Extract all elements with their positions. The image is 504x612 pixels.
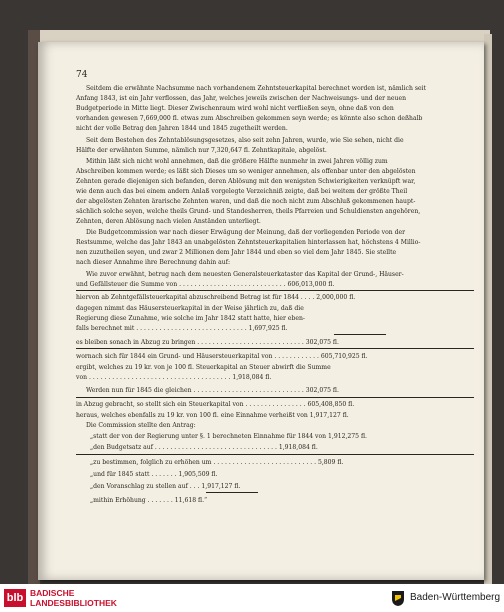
text-line: Budgetperiode in Mitte liegt. Dieser Zwischenraum wird wohl nicht verfließen seyn, ohne daß von den	[76, 105, 394, 112]
text-line: dagegen nimmt das Häusersteuerkapital in der Weise jährlich zu, daß die	[76, 305, 304, 312]
rule	[334, 334, 386, 335]
page-edge-right	[484, 34, 492, 590]
text-line: „den Voranschlag zu stellen auf . . . 1,917,127 fl.	[90, 483, 241, 490]
text-line: Abschreiben kommen werde; es läßt sich Dieses um so weniger annehmen, als offenbar unter den abgelösten	[76, 168, 416, 175]
text-line: nach dieser Annahme ihre Berechnung dahin auf:	[76, 259, 231, 266]
text-line: nicht der volle Betrag den Jahren 1844 und 1845 zugetheilt werden.	[76, 125, 288, 132]
text-line: Seit dem Bestehen des Zehntablösungsgesetzes, also seit zehn Jahren, wurde, wie Sie sehen, nicht die	[86, 137, 404, 144]
text-line: „mithin Erhöhung . . . . . . . 11,618 fl.“	[90, 497, 208, 504]
page-edge-top	[40, 30, 490, 42]
text-line: „zu bestimmen, folglich zu erhöhen um . . . . . . . . . . . . . . . . . . . . . . . . . . . 5,809 fl.	[90, 459, 344, 466]
text-line: in Abzug gebracht, so stellt sich ein Steuerkapital von . . . . . . . . . . . . . . . . 605,408,850 fl.	[76, 401, 355, 408]
text-line: Mithin läßt sich nicht wohl annehmen, daß die größere Hälfte nunmehr in zwei Jahren völlig zum	[86, 158, 388, 165]
page-number: 74	[76, 70, 88, 80]
bw-wordmark[interactable]: Baden-Württemberg	[410, 592, 501, 603]
text-line: und Gefällsteuer die Summe von . . . . . . . . . . . . . . . . . . . . . . . . . . . . 606,013,000 fl.	[76, 281, 335, 288]
blb-line2: LANDESBIBLIOTHEK	[30, 598, 117, 608]
text-line: vorhanden gewesen 7,669,000 fl. etwas zum Abschreiben gekommen seyn werde; es könnte also schon deßhalb	[76, 115, 423, 122]
text-line: falls berechnet mit . . . . . . . . . . . . . . . . . . . . . . . . . . . . . 1,697,925 fl.	[76, 325, 288, 332]
text-line: ergibt, welches zu 19 kr. von je 100 fl. Steuerkapital an Steuer abwirft die Summe	[76, 364, 331, 371]
text-line: Die Budgetcommission war nach dieser Erwägung der Meinung, daß der vorliegenden Periode von der	[86, 229, 406, 236]
text-line: hiervon ab Zehntgefällsteuerkapital abzuschreibend Betrag ist für 1844 . . . . 2,000,000 fl.	[76, 294, 356, 301]
text-line: wornach sich für 1844 ein Grund- und Häusersteuerkapital von . . . . . . . . . . . . 605,710,925 fl.	[76, 353, 368, 360]
text-line: Die Commission stellte den Antrag:	[86, 422, 196, 429]
blb-line1: BADISCHE	[30, 588, 75, 598]
rule	[76, 397, 474, 398]
rule	[76, 454, 474, 455]
text-line: „und für 1845 statt . . . . . . . 1,905,509 fl.	[90, 471, 218, 478]
text-line: sächlich solche seyen, welche theils Grund- und Standesherren, theils Pfarreien und Schuldiensten angehören,	[76, 208, 421, 215]
rule	[206, 492, 258, 493]
text-line: von . . . . . . . . . . . . . . . . . . . . . . . . . . . . . . . . . . . . . 1,918,084 fl.	[76, 374, 272, 381]
text-line: Hälfte der erwähnten Summe, nämlich nur 7,320,647 fl. Zehntkapitale, abgelöst.	[76, 147, 327, 154]
text-line: Zehnten, deren Ablösung nach vielen Anständen unterliegt.	[76, 218, 261, 225]
text-line: Restsumme, welche das Jahr 1843 an unabgelösten Zehntsteuerkapitalien hinterlassen hat, höchstens 4 Millio-	[76, 239, 421, 246]
text-line: Regierung diese Zunahme, wie solche im Jahr 1842 statt hatte, hier eben-	[76, 315, 305, 322]
text-line: es bleiben sonach in Abzug zu bringen . . . . . . . . . . . . . . . . . . . . . . . . . . . . 302,075 fl.	[76, 339, 339, 346]
rule	[76, 348, 474, 349]
text-line: Anfang 1843, ist ein Jahr verflossen, das Jahr, welches jeweils zwischen der Nachweisungs- und der neuen	[76, 95, 406, 102]
text-line: „den Budgetsatz auf . . . . . . . . . . . . . . . . . . . . . . . . . . . . . . . . 1,918,084 fl.	[90, 444, 318, 451]
text-line: Zehnten gerade diejenigen sich befanden, deren Ablösung mit den wenigsten Schwierigkeiten verknüpft war,	[76, 178, 416, 185]
text-line: Wie zuvor erwähnt, betrug nach dem neuesten Generalsteuerkataster das Kapital der Grund-, Häuser-	[86, 271, 404, 278]
text-line: Werden nun für 1845 die gleichen . . . . . . . . . . . . . . . . . . . . . . . . . . . . . 302,075 fl.	[86, 387, 339, 394]
text-line: heraus, welches ebenfalls zu 19 kr. von 100 fl. eine Einnahme verheißt von 1,917,127 fl.	[76, 412, 349, 419]
rule	[76, 290, 474, 291]
text-line: nen zuzutheilen seyen, und zwar 2 Millionen dem Jahr 1844 und eben so viel dem Jahr 1845. Sie stellte	[76, 249, 397, 256]
text-line: der abgelösten Zehnten ärarische Zehnten waren, und daß die noch nicht zum Abschluß gekommenen haupt-	[76, 198, 416, 205]
baden-wuerttemberg-lion-icon[interactable]	[390, 589, 406, 607]
text-line: wie denn auch das bei einem andern Anlaß vorgelegte Verzeichniß zeigte, daß bei weitem der größte Theil	[76, 188, 408, 195]
blb-logo[interactable]: blb	[4, 589, 26, 607]
text-line: Seitdem die erwähnte Nachsumme nach vorhandenem Zehntsteuerkapital berechnet worden ist, nämlich seit	[86, 85, 426, 92]
blb-wordmark[interactable]	[30, 588, 117, 608]
text-line: „statt der von der Regierung unter §. 1 berechneten Einnahme für 1844 von 1,912,275 fl.	[90, 433, 367, 440]
